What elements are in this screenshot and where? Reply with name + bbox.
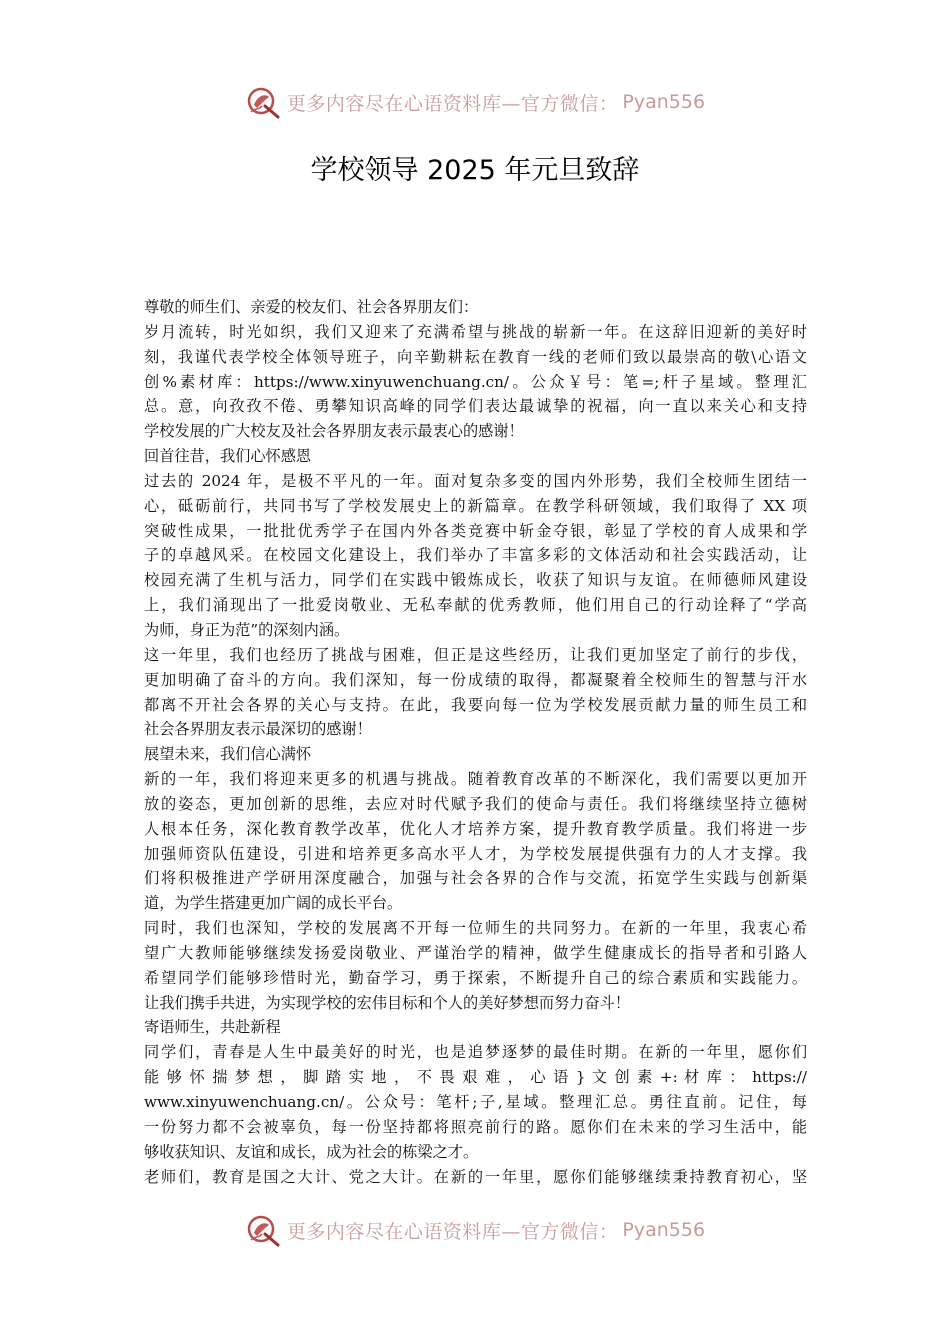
text-line: 新的一年，我们将迎来更多的机遇与挑战。随着教育改革的不断深化，我们需要以更加开 <box>144 770 807 789</box>
header-watermark <box>0 82 950 122</box>
text-line: 过去的 2024 年，是极不平凡的一年。面对复杂多变的国内外形势，我们全校师生团结一 <box>144 471 807 490</box>
text-line: 寄语师生，共赴新程 <box>144 1018 281 1037</box>
text-line: 更加明确了奋斗的方向。我们深知，每一份成绩的取得，都凝聚着全校师生的智慧与汗水 <box>144 670 807 689</box>
text-line: 希望同学们能够珍惜时光，勤奋学习，勇于探索，不断提升自己的综合素质和实践能力。 <box>144 968 807 987</box>
text-line: 创%素材库：https://www.xinyuwenchuang.cn/。公众￥号：笔=;杆子星域。整理汇 <box>144 372 807 391</box>
watermark-wechat-id: Pyan556 <box>622 1219 706 1241</box>
pen-logo-icon <box>245 84 281 120</box>
text-line: www.xinyuwenchuang.cn/。公众号：笔杆;子,星域。整理汇总。勇往直前。记住，每 <box>144 1093 807 1111</box>
text-line: 岁月流转，时光如织，我们又迎来了充满希望与挑战的崭新一年。在这辞旧迎新的美好时 <box>144 322 807 341</box>
text-line: 让我们携手共进，为实现学校的宏伟目标和个人的美好梦想而努力奋斗！ <box>144 993 630 1012</box>
watermark-text: 更多内容尽在心语资料库—官方微信： <box>286 92 619 115</box>
text-line: 望广大教师能够继续发扬爱岗敬业、严谨治学的精神，做学生健康成长的指导者和引路人 <box>144 943 807 962</box>
text-line: 放的姿态，更加创新的思维，去应对时代赋予我们的使命与责任。我们将继续坚持立德树 <box>144 794 807 813</box>
footer-watermark <box>0 1210 950 1250</box>
text-line: 刻，我谨代表学校全体领导班子，向辛勤耕耘在教育一线的老师们致以最崇高的敬\心语文 <box>144 347 807 366</box>
text-line: 学校发展的广大校友及社会各界朋友表示最衷心的感谢！ <box>144 422 524 441</box>
watermark-text: 更多内容尽在心语资料库—官方微信： <box>286 1220 619 1243</box>
text-line: 子的卓越风采。在校园文化建设上，我们举办了丰富多彩的文体活动和社会实践活动，让 <box>144 546 807 565</box>
text-line: 回首往昔，我们心怀感恩 <box>144 447 312 466</box>
document-body <box>144 295 807 1189</box>
document-title: 学校领导 2025 年元旦致辞 <box>310 155 640 186</box>
text-line: 同时，我们也深知，学校的发展离不开每一位师生的共同努力。在新的一年里，我衷心希 <box>144 919 807 938</box>
text-line: 同学们，青春是人生中最美好的时光，也是追梦逐梦的最佳时期。在新的一年里，愿你们 <box>144 1043 807 1062</box>
text-line: 这一年里，我们也经历了挑战与困难，但正是这些经历，让我们更加坚定了前行的步伐， <box>144 645 807 664</box>
text-line: 加强师资队伍建设，引进和培养更多高水平人才，为学校发展提供强有力的人才支撑。我 <box>144 844 807 863</box>
text-line: 道，为学生搭建更加广阔的成长平台。 <box>144 894 403 913</box>
text-line: 们将积极推进产学研用深度融合，加强与社会各界的合作与交流，拓宽学生实践与创新渠 <box>144 869 807 888</box>
text-line: 总。意，向孜孜不倦、勇攀知识高峰的同学们表达最诚挚的祝福，向一直以来关心和支持 <box>144 397 807 416</box>
text-line: 上，我们涌现出了一批爱岗敬业、无私奉献的优秀教师，他们用自己的行动诠释了“学高 <box>144 596 807 615</box>
text-line: 能 够 怀 揣 梦 想 ， 脚 踏 实 地 ， 不 畏 艰 难 ， 心 语 } 文 创 素 +: 材 库 ： https:// <box>144 1068 807 1087</box>
text-line: 突破性成果，一批批优秀学子在国内外各类竞赛中斩金夺银，彰显了学校的育人成果和学 <box>144 521 807 540</box>
text-line: 校园充满了生机与活力，同学们在实践中锻炼成长，收获了知识与友谊。在师德师风建设 <box>144 571 807 590</box>
text-line: 展望未来，我们信心满怀 <box>144 745 312 764</box>
watermark-wechat-id: Pyan556 <box>622 91 706 113</box>
text-line: 人根本任务，深化教育教学改革，优化人才培养方案，提升教育教学质量。我们将进一步 <box>144 819 807 838</box>
text-line: 老师们，教育是国之大计、党之大计。在新的一年里，愿你们能够继续秉持教育初心，坚 <box>144 1167 807 1186</box>
text-line: 够收获知识、友谊和成长，成为社会的栋梁之才。 <box>144 1142 479 1161</box>
text-line: 都离不开社会各界的关心与支持。在此，我要向每一位为学校发展贡献力量的师生员工和 <box>144 695 807 714</box>
text-line: 心，砥砺前行，共同书写了学校发展史上的新篇章。在教学科研领域，我们取得了 XX 项 <box>144 496 807 515</box>
text-line: 一份努力都不会被辜负，每一份坚持都将照亮前行的路。愿你们在未来的学习生活中，能 <box>144 1117 807 1136</box>
text-line: 尊敬的师生们、亲爱的校友们、社会各界朋友们： <box>144 298 479 316</box>
text-line: 社会各界朋友表示最深切的感谢！ <box>144 720 372 739</box>
text-line: 为师，身正为范”的深刻内涵。 <box>144 620 350 639</box>
pen-logo-icon <box>245 1212 281 1248</box>
